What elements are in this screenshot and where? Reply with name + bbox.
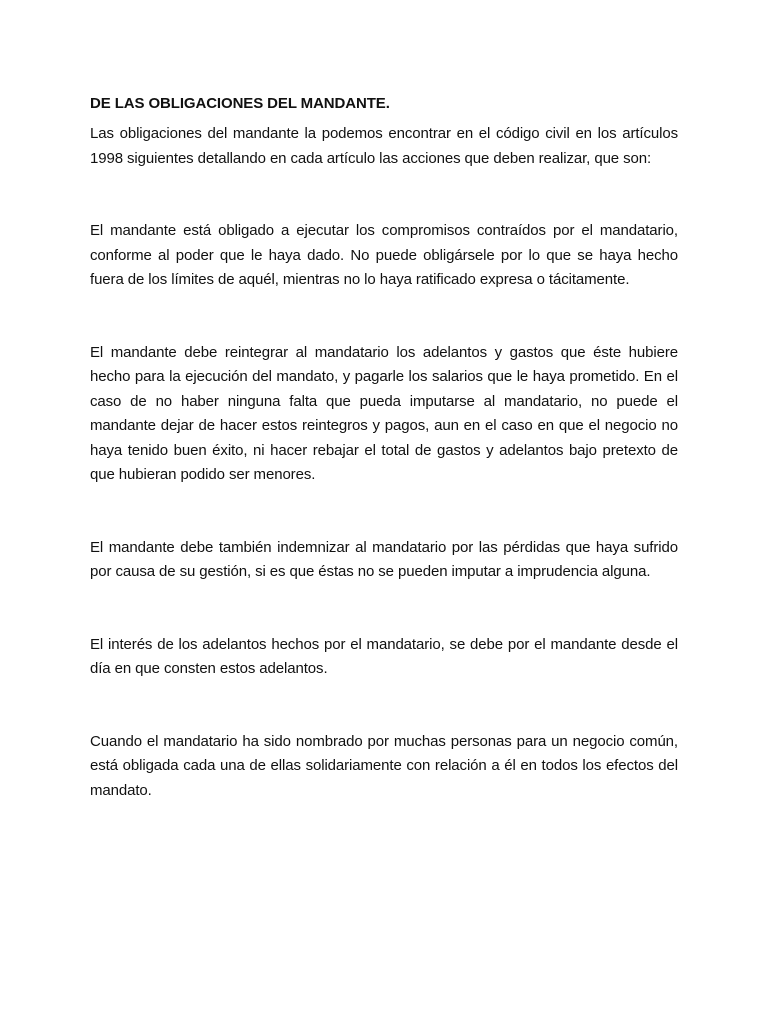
paragraph-solidarity: Cuando el mandatario ha sido nombrado por muchas personas para un negocio común, está obligada cada una de ellas solidariamente con relación a él en todos los efectos del mandato. <box>90 732 678 799</box>
paragraph-obligation-execute: El mandante está obligado a ejecutar los compromisos contraídos por el mandatario, conforme al poder que le haya dado. No puede obligársele por lo que se haya hecho fuera de los límites de aquél, mientras no lo haya ratificado expresa o tácitamente. <box>90 222 678 288</box>
paragraph-intro: Las obligaciones del mandante la podemos encontrar en el código civil en los artículos 1998 siguientes detallando en cada artículo las acciones que deben realizar, que son: <box>90 125 678 167</box>
document-title: DE LAS OBLIGACIONES DEL MANDANTE. <box>90 95 390 112</box>
document-body <box>90 92 678 803</box>
paragraph-obligation-reimburse: El mandante debe reintegrar al mandatario los adelantos y gastos que éste hubiere hecho para la ejecución del mandato, y pagarle los salarios que le haya prometido. En el caso de no haber ninguna falta que pueda imputarse al mandatario, no puede el mandante dejar de hacer estos reintegros y pagos, aun en el caso en que el negocio no haya tenido buen éxito, ni hacer rebajar el total de gastos y adelantos bajo pretexto de que hubieran podido ser menores. <box>90 343 678 483</box>
paragraph-interest: El interés de los adelantos hechos por el mandatario, se debe por el mandante desde el día en que consten estos adelantos. <box>90 635 678 677</box>
paragraph-obligation-indemnify: El mandante debe también indemnizar al mandatario por las pérdidas que haya sufrido por causa de su gestión, si es que éstas no se pueden imputar a imprudencia alguna. <box>90 538 678 580</box>
